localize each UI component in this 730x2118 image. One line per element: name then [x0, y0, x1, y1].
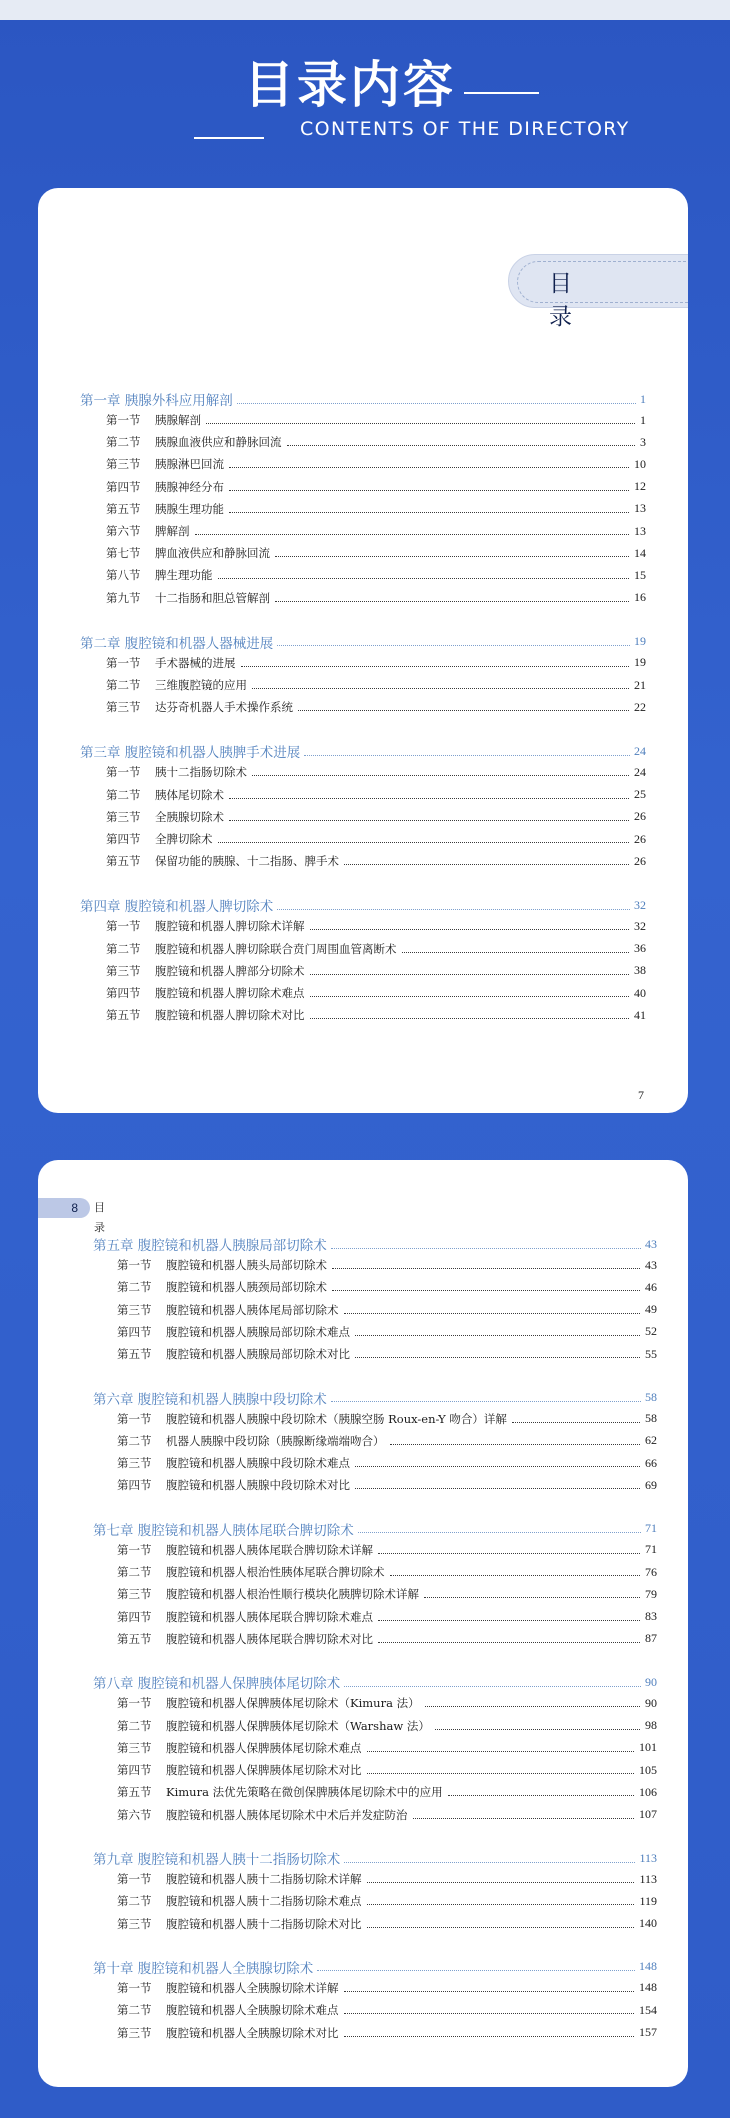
- section-title: 腹腔镜和机器人保脾胰体尾切除术难点: [166, 1740, 362, 1755]
- dot-leader: [358, 1524, 641, 1533]
- dot-leader: [344, 857, 629, 865]
- section-number: 第四节: [117, 1478, 152, 1493]
- section-entry: [106, 501, 646, 517]
- section-entry: [106, 985, 646, 1001]
- section-page: 1: [640, 412, 646, 427]
- section-title: 腹腔镜和机器人胰十二指肠切除术难点: [166, 1894, 362, 1909]
- section-title: 腹腔镜和机器人胰体尾切除术中术后并发症防治: [166, 1807, 408, 1822]
- section-title: 腹腔镜和机器人全胰腺切除术详解: [166, 1980, 339, 1995]
- section-entry: [106, 787, 646, 803]
- section-title: 腹腔镜和机器人胰体尾联合脾切除术对比: [166, 1631, 373, 1646]
- title-rule-left: [194, 137, 264, 139]
- dot-leader: [229, 483, 629, 491]
- section-title: 腹腔镜和机器人保脾胰体尾切除术（Kimura 法）: [166, 1696, 420, 1711]
- section-entry: [106, 918, 646, 934]
- section-number: 第一节: [106, 765, 141, 780]
- section-title: 腹腔镜和机器人脾切除术详解: [155, 919, 305, 934]
- dot-leader: [218, 835, 630, 843]
- dot-leader: [229, 791, 629, 799]
- chapter-title: 第五章 腹腔镜和机器人胰腺局部切除术: [93, 1238, 327, 1254]
- dot-leader: [298, 703, 629, 711]
- section-number: 第四节: [117, 1763, 152, 1778]
- section-entry: [117, 1609, 657, 1625]
- section-entry: [117, 2025, 657, 2041]
- section-entry: [117, 1302, 657, 1318]
- section-page: 36: [634, 941, 646, 956]
- title-rule-right: [464, 92, 539, 94]
- section-title: 腹腔镜和机器人胰体尾联合脾切除术难点: [166, 1609, 373, 1624]
- running-head-title: 目 录: [94, 1201, 121, 1234]
- section-number: 第四节: [106, 479, 141, 494]
- section-entry: [117, 1411, 657, 1427]
- section-entry: [106, 434, 646, 450]
- section-title: 脾解剖: [155, 524, 190, 538]
- section-title: 胰腺血液供应和静脉回流: [155, 435, 282, 450]
- section-title: 胰腺淋巴回流: [155, 457, 224, 472]
- page-title: 目录内容: [244, 55, 456, 114]
- section-entry: [117, 1980, 657, 1996]
- chapter-heading: [93, 1520, 657, 1538]
- section-page: 87: [645, 1631, 657, 1646]
- section-title: 机器人胰腺中段切除（胰腺断缘端端吻合）: [166, 1433, 385, 1448]
- section-title: 腹腔镜和机器人胰腺中段切除术（胰腺空肠 Roux-en-Y 吻合）详解: [166, 1411, 507, 1426]
- section-page: 12: [634, 479, 646, 494]
- chapter-heading: [80, 633, 646, 651]
- dot-leader: [367, 1920, 635, 1928]
- section-page: 58: [645, 1411, 657, 1425]
- section-number: 第一节: [106, 413, 141, 427]
- dot-leader: [390, 1437, 641, 1445]
- section-title: 腹腔镜和机器人胰十二指肠切除术对比: [166, 1916, 362, 1931]
- section-page: 38: [634, 963, 646, 978]
- dot-leader: [344, 1984, 635, 1992]
- section-entry: [106, 831, 646, 847]
- section-page: 69: [645, 1477, 657, 1492]
- section-page: 13: [634, 523, 646, 538]
- section-number: 第六节: [106, 524, 141, 538]
- section-entry: [106, 941, 646, 957]
- section-page: 76: [645, 1564, 657, 1579]
- section-title: 三维腹腔镜的应用: [155, 678, 247, 692]
- section-number: 第四节: [106, 986, 141, 1000]
- section-entry: [106, 809, 646, 825]
- section-number: 第一节: [106, 919, 141, 934]
- section-page: 66: [645, 1455, 657, 1470]
- section-number: 第二节: [117, 1280, 152, 1295]
- chapter-title: 第七章 腹腔镜和机器人胰体尾联合脾切除术: [93, 1522, 354, 1539]
- chapter-page: 90: [645, 1674, 657, 1689]
- dot-leader: [367, 1766, 635, 1774]
- section-number: 第二节: [117, 1894, 152, 1909]
- dot-leader: [252, 681, 629, 689]
- chapter-page: 58: [645, 1390, 657, 1404]
- dot-leader: [275, 549, 629, 557]
- chapter-heading: [80, 742, 646, 760]
- section-entry: [117, 1916, 657, 1932]
- section-entry: [117, 1455, 657, 1471]
- dot-leader: [241, 659, 630, 667]
- section-title: 腹腔镜和机器人脾切除术难点: [155, 986, 305, 1000]
- section-number: 第一节: [117, 1258, 152, 1272]
- section-title: 腹腔镜和机器人胰腺局部切除术难点: [166, 1324, 350, 1339]
- dot-leader: [304, 747, 630, 756]
- section-number: 第一节: [117, 1980, 152, 1995]
- section-title: 腹腔镜和机器人胰腺中段切除术难点: [166, 1456, 350, 1471]
- chapter-title: 第二章 腹腔镜和机器人器械进展: [80, 635, 274, 652]
- section-number: 第二节: [106, 678, 141, 692]
- dot-leader: [344, 1854, 635, 1863]
- dot-leader: [229, 505, 629, 513]
- section-title: 腹腔镜和机器人胰体尾联合脾切除术详解: [166, 1542, 373, 1557]
- section-page: 43: [645, 1257, 657, 1272]
- dot-leader: [332, 1261, 640, 1269]
- section-page: 3: [640, 434, 646, 449]
- section-number: 第三节: [117, 1587, 152, 1602]
- section-title: 腹腔镜和机器人全胰腺切除术对比: [166, 2025, 339, 2040]
- section-title: 腹腔镜和机器人保脾胰体尾切除术对比: [166, 1763, 362, 1778]
- section-page: 98: [645, 1718, 657, 1732]
- section-title: 脾血液供应和静脉回流: [155, 546, 270, 561]
- section-number: 第九节: [106, 590, 141, 605]
- chapter-heading: [93, 1958, 657, 1976]
- chapter-heading: [93, 1235, 657, 1253]
- dot-leader: [512, 1415, 640, 1423]
- dot-leader: [287, 438, 636, 446]
- section-entry: [117, 1433, 657, 1449]
- section-number: 第三节: [117, 1740, 152, 1755]
- section-number: 第四节: [106, 832, 141, 846]
- section-number: 第一节: [117, 1411, 152, 1426]
- dot-leader: [344, 2006, 635, 2014]
- section-number: 第二节: [117, 1433, 152, 1448]
- section-entry: [117, 1477, 657, 1493]
- section-title: 脾生理功能: [155, 568, 213, 583]
- section-number: 第二节: [106, 941, 141, 956]
- dot-leader: [367, 1744, 635, 1752]
- section-entry: [106, 677, 646, 693]
- dot-leader: [367, 1875, 635, 1883]
- section-number: 第四节: [117, 1609, 152, 1624]
- section-entry: [117, 1257, 657, 1273]
- dot-leader: [390, 1568, 641, 1576]
- chapter-heading: [80, 896, 646, 914]
- section-title: 腹腔镜和机器人胰体尾局部切除术: [166, 1302, 339, 1317]
- section-title: 腹腔镜和机器人全胰腺切除术难点: [166, 2003, 339, 2018]
- dot-leader: [355, 1350, 640, 1358]
- dot-leader: [275, 594, 629, 602]
- section-page: 71: [645, 1542, 657, 1557]
- section-title: 腹腔镜和机器人根治性胰体尾联合脾切除术: [166, 1565, 385, 1579]
- section-title: 腹腔镜和机器人胰颈局部切除术: [166, 1280, 327, 1295]
- section-number: 第二节: [106, 787, 141, 802]
- section-number: 第二节: [117, 1718, 152, 1733]
- section-title: 腹腔镜和机器人胰腺中段切除术对比: [166, 1478, 350, 1493]
- section-entry: [117, 1762, 657, 1778]
- section-page: 32: [634, 918, 646, 933]
- section-number: 第二节: [117, 1565, 152, 1579]
- chapter-heading: [80, 390, 646, 408]
- section-page: 140: [639, 1916, 657, 1931]
- section-entry: [117, 1346, 657, 1362]
- section-number: 第一节: [117, 1542, 152, 1557]
- section-page: 41: [634, 1007, 646, 1022]
- dot-leader: [425, 1699, 640, 1707]
- dot-leader: [331, 1240, 641, 1249]
- section-number: 第四节: [117, 1324, 152, 1339]
- section-page: 25: [634, 787, 646, 802]
- section-title: 腹腔镜和机器人脾切除联合贲门周围血管离断术: [155, 941, 397, 956]
- chapter-page: 19: [634, 634, 646, 649]
- section-page: 10: [634, 456, 646, 471]
- chapter-title: 第六章 腹腔镜和机器人胰腺中段切除术: [93, 1391, 327, 1408]
- section-page: 105: [639, 1762, 657, 1777]
- section-page: 83: [645, 1609, 657, 1624]
- page-number: 7: [638, 1088, 644, 1102]
- dot-leader: [378, 1635, 640, 1643]
- dot-leader: [435, 1722, 640, 1730]
- section-number: 第一节: [106, 655, 141, 670]
- section-title: 全胰腺切除术: [155, 809, 224, 824]
- section-entry: [117, 1542, 657, 1558]
- dot-leader: [378, 1546, 640, 1554]
- section-title: 腹腔镜和机器人胰腺局部切除术对比: [166, 1347, 350, 1362]
- section-entry: [106, 567, 646, 583]
- toc-page-1: [38, 188, 688, 1113]
- section-number: 第五节: [106, 501, 141, 516]
- dot-leader: [310, 967, 630, 975]
- running-head: [38, 1198, 158, 1234]
- section-entry: [117, 1279, 657, 1295]
- dot-leader: [344, 2029, 635, 2037]
- dot-leader: [218, 571, 630, 579]
- chapter-page: 148: [639, 1959, 657, 1974]
- dot-leader: [206, 416, 635, 424]
- dot-leader: [344, 1678, 641, 1687]
- dot-leader: [355, 1481, 640, 1489]
- section-page: 40: [634, 985, 646, 1000]
- section-number: 第三节: [106, 457, 141, 472]
- dot-leader: [237, 395, 636, 404]
- section-number: 第五节: [117, 1785, 152, 1800]
- section-number: 第五节: [117, 1347, 152, 1362]
- section-title: 全脾切除术: [155, 832, 213, 846]
- section-page: 14: [634, 545, 646, 560]
- section-page: 55: [645, 1346, 657, 1361]
- chapter-title: 第三章 腹腔镜和机器人胰脾手术进展: [80, 745, 301, 762]
- dot-leader: [195, 527, 630, 535]
- section-entry: [106, 853, 646, 869]
- dot-leader: [317, 1962, 635, 1971]
- section-page: 154: [639, 2002, 657, 2017]
- section-title: 腹腔镜和机器人胰头局部切除术: [166, 1258, 327, 1272]
- section-number: 第三节: [106, 809, 141, 824]
- section-entry: [117, 1564, 657, 1580]
- section-page: 106: [639, 1784, 657, 1799]
- section-title: Kimura 法优先策略在微创保脾胰体尾切除术中的应用: [166, 1785, 443, 1800]
- top-strip: [0, 0, 730, 20]
- section-entry: [117, 1718, 657, 1734]
- section-entry: [117, 1324, 657, 1340]
- section-page: 113: [639, 1871, 657, 1886]
- section-page: 16: [634, 590, 646, 605]
- section-title: 腹腔镜和机器人脾切除术对比: [155, 1008, 305, 1023]
- section-page: 26: [634, 831, 646, 846]
- section-entry: [117, 1893, 657, 1909]
- dot-leader: [424, 1590, 640, 1598]
- section-page: 26: [634, 853, 646, 868]
- section-number: 第七节: [106, 546, 141, 561]
- dot-leader: [277, 901, 630, 910]
- dot-leader: [402, 945, 630, 953]
- chapter-title: 第四章 腹腔镜和机器人脾切除术: [80, 899, 274, 916]
- chapter-page: 71: [645, 1521, 657, 1536]
- section-entry: [117, 1740, 657, 1756]
- section-entry: [117, 2002, 657, 2018]
- section-page: 46: [645, 1279, 657, 1294]
- dot-leader: [332, 1283, 640, 1291]
- section-entry: [117, 1586, 657, 1602]
- section-title: 保留功能的胰腺、十二指肠、脾手术: [155, 854, 339, 869]
- section-entry: [117, 1871, 657, 1887]
- dot-leader: [378, 1613, 640, 1621]
- section-entry: [106, 412, 646, 428]
- section-entry: [106, 963, 646, 979]
- section-page: 49: [645, 1302, 657, 1317]
- chapter-title: 第一章 胰腺外科应用解剖: [80, 393, 233, 409]
- section-number: 第三节: [117, 1302, 152, 1317]
- section-title: 胰腺生理功能: [155, 501, 224, 516]
- section-entry: [106, 545, 646, 561]
- section-entry: [106, 1007, 646, 1023]
- section-title: 胰腺神经分布: [155, 479, 224, 494]
- dot-leader: [355, 1328, 640, 1336]
- section-number: 第五节: [117, 1631, 152, 1646]
- section-title: 达芬奇机器人手术操作系统: [155, 700, 293, 715]
- section-page: 26: [634, 809, 646, 824]
- section-page: 62: [645, 1433, 657, 1448]
- dot-leader: [229, 813, 629, 821]
- section-page: 90: [645, 1695, 657, 1710]
- page-header: [0, 20, 730, 180]
- section-title: 腹腔镜和机器人脾部分切除术: [155, 963, 305, 978]
- section-title: 胰十二指肠切除术: [155, 765, 247, 780]
- section-page: 101: [639, 1740, 657, 1755]
- chapter-page: 32: [634, 897, 646, 912]
- section-title: 腹腔镜和机器人保脾胰体尾切除术（Warshaw 法）: [166, 1718, 430, 1733]
- chapter-heading: [93, 1389, 657, 1407]
- section-number: 第三节: [117, 1456, 152, 1471]
- dot-leader: [331, 1393, 641, 1402]
- section-page: 21: [634, 677, 646, 692]
- section-number: 第一节: [117, 1696, 152, 1711]
- section-page: 119: [639, 1893, 657, 1908]
- dot-leader: [448, 1788, 634, 1796]
- chapter-title: 第九章 腹腔镜和机器人胰十二指肠切除术: [93, 1852, 341, 1868]
- section-number: 第五节: [106, 1008, 141, 1023]
- section-entry: [106, 764, 646, 780]
- toc-tab-label: 目 录: [549, 271, 612, 330]
- chapter-page: 1: [640, 391, 646, 406]
- section-number: 第一节: [117, 1872, 152, 1886]
- dot-leader: [367, 1897, 635, 1905]
- section-entry: [106, 456, 646, 472]
- section-page: 148: [639, 1980, 657, 1995]
- section-entry: [106, 590, 646, 606]
- toc-page-2: [38, 1160, 688, 2087]
- toc-tab: [508, 254, 688, 330]
- dot-leader: [413, 1811, 635, 1819]
- section-number: 第二节: [106, 435, 141, 450]
- section-title: 腹腔镜和机器人胰十二指肠切除术详解: [166, 1872, 362, 1886]
- section-number: 第八节: [106, 568, 141, 583]
- section-page: 13: [634, 501, 646, 516]
- dot-leader: [310, 1011, 630, 1019]
- section-number: 第五节: [106, 854, 141, 869]
- section-page: 19: [634, 655, 646, 670]
- chapter-title: 第八章 腹腔镜和机器人保脾胰体尾切除术: [93, 1676, 341, 1693]
- section-entry: [117, 1807, 657, 1823]
- section-number: 第三节: [117, 2025, 152, 2040]
- section-number: 第六节: [117, 1807, 152, 1822]
- section-page: 107: [639, 1807, 657, 1822]
- page-subtitle: CONTENTS OF THE DIRECTORY: [300, 118, 630, 140]
- section-page: 24: [634, 764, 646, 779]
- chapter-title: 第十章 腹腔镜和机器人全胰腺切除术: [93, 1960, 314, 1977]
- section-page: 22: [634, 699, 646, 714]
- section-entry: [106, 479, 646, 495]
- chapter-page: 43: [645, 1236, 657, 1251]
- section-entry: [106, 523, 646, 539]
- dot-leader: [355, 1459, 640, 1467]
- dot-leader: [310, 922, 630, 930]
- section-title: 十二指肠和胆总管解剖: [155, 590, 270, 605]
- dot-leader: [310, 989, 630, 997]
- chapter-heading: [93, 1673, 657, 1691]
- section-number: 第三节: [117, 1916, 152, 1931]
- section-entry: [117, 1695, 657, 1711]
- section-entry: [106, 699, 646, 715]
- section-title: 胰腺解剖: [155, 413, 201, 427]
- section-number: 第三节: [106, 963, 141, 978]
- dot-leader: [344, 1306, 641, 1314]
- section-entry: [117, 1631, 657, 1647]
- section-title: 腹腔镜和机器人根治性顺行模块化胰脾切除术详解: [166, 1587, 419, 1602]
- section-title: 手术器械的进展: [155, 655, 236, 670]
- section-page: 157: [639, 2025, 657, 2039]
- section-entry: [117, 1784, 657, 1800]
- chapter-page: 113: [639, 1850, 657, 1865]
- section-page: 52: [645, 1324, 657, 1339]
- section-entry: [106, 655, 646, 671]
- chapter-page: 24: [634, 743, 646, 758]
- section-page: 15: [634, 567, 646, 582]
- section-title: 胰体尾切除术: [155, 787, 224, 802]
- section-page: 79: [645, 1586, 657, 1601]
- section-number: 第三节: [106, 700, 141, 715]
- dot-leader: [252, 768, 629, 776]
- dot-leader: [229, 460, 629, 468]
- section-number: 第二节: [117, 2003, 152, 2018]
- running-head-page-number: 8: [38, 1198, 90, 1218]
- dot-leader: [277, 637, 630, 646]
- chapter-heading: [93, 1849, 657, 1867]
